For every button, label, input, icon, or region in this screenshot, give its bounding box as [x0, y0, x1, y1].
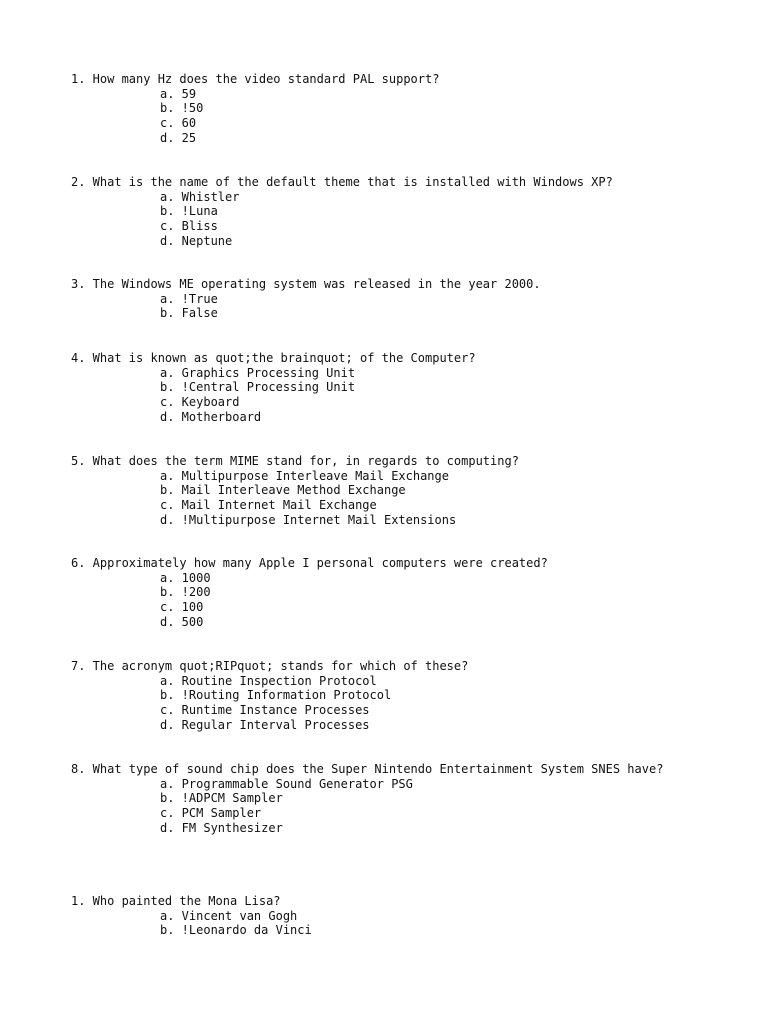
- question-2: [71, 175, 613, 248]
- answer-option: a. Programmable Sound Generator PSG: [160, 776, 413, 791]
- question-text: 4. What is known as quot;the brainquot; of the Computer?: [71, 351, 476, 365]
- answer-option: b. !Leonardo da Vinci: [160, 923, 312, 938]
- answer-option: a. Multipurpose Interleave Mail Exchange: [160, 468, 449, 483]
- question-4: [71, 351, 476, 424]
- answer-option: d. 25: [160, 130, 197, 145]
- answer-option: a. 59: [160, 86, 197, 101]
- question-1: [71, 72, 439, 145]
- question-text: 8. What type of sound chip does the Super Nintendo Entertainment System SNES have?: [71, 762, 664, 776]
- answer-option: a. !True: [160, 291, 218, 306]
- answer-option: d. Neptune: [160, 233, 233, 248]
- question-5: [71, 454, 519, 527]
- answer-option: a. Whistler: [160, 189, 240, 204]
- answer-option: b. !Luna: [160, 204, 218, 219]
- answer-option: a. Vincent van Gogh: [160, 908, 298, 923]
- answer-option: c. PCM Sampler: [160, 806, 262, 821]
- answer-option: a. Graphics Processing Unit: [160, 365, 356, 380]
- answer-option: b. False: [160, 306, 218, 321]
- answer-option: d. !Multipurpose Internet Mail Extensions: [160, 512, 457, 527]
- answer-option: d. 500: [160, 614, 204, 629]
- answer-option: d. Motherboard: [160, 409, 262, 424]
- answer-option: b. !Central Processing Unit: [160, 380, 356, 395]
- question-text: 1. How many Hz does the video standard PAL support?: [71, 72, 440, 86]
- question-text: 6. Approximately how many Apple I personal computers were created?: [71, 556, 548, 570]
- answer-option: a. 1000: [160, 570, 211, 585]
- answer-option: c. Keyboard: [160, 395, 240, 410]
- answer-option: d. Regular Interval Processes: [160, 717, 370, 732]
- question-3: [71, 277, 541, 321]
- answer-option: b. Mail Interleave Method Exchange: [160, 483, 406, 498]
- answer-option: c. 60: [160, 116, 197, 131]
- answer-option: c. Runtime Instance Processes: [160, 703, 370, 718]
- answer-option: b. !50: [160, 101, 204, 116]
- answer-option: c. Mail Internet Mail Exchange: [160, 498, 377, 513]
- question-text: 7. The acronym quot;RIPquot; stands for which of these?: [71, 659, 469, 673]
- question-text: 1. Who painted the Mona Lisa?: [71, 894, 281, 908]
- question-7: [71, 659, 468, 732]
- answer-option: c. 100: [160, 600, 204, 615]
- answer-option: b. !Routing Information Protocol: [160, 688, 392, 703]
- answer-option: b. !200: [160, 585, 211, 600]
- answer-option: b. !ADPCM Sampler: [160, 791, 283, 806]
- question-text: 5. What does the term MIME stand for, in regards to computing?: [71, 454, 519, 468]
- answer-option: c. Bliss: [160, 219, 218, 234]
- answer-option: d. FM Synthesizer: [160, 820, 283, 835]
- question-8: [71, 762, 663, 835]
- answer-option: a. Routine Inspection Protocol: [160, 673, 377, 688]
- question-6: [71, 556, 548, 629]
- question-text: 3. The Windows ME operating system was released in the year 2000.: [71, 277, 541, 291]
- question-text: 2. What is the name of the default theme that is installed with Windows XP?: [71, 175, 613, 189]
- question-9: [71, 894, 312, 938]
